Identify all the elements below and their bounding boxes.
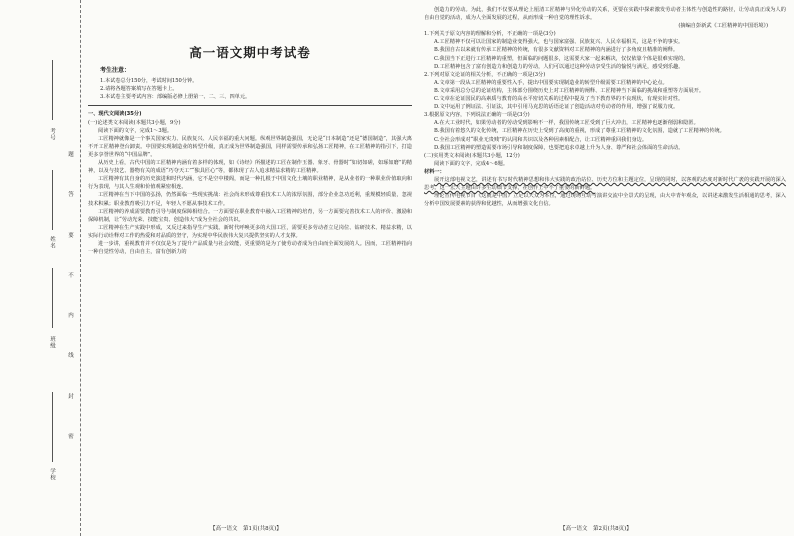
option: D.文中运用了例证法、引证法，其中引用马克思的话语论证了创造活动对劳动者的作用，增强了说服力度。 (434, 104, 679, 111)
page-footer-left: 【高一语文 第1页(共8页)】 (210, 526, 282, 532)
option: C.全社会形成对“职业无贵贱”的认同和共识以及各种因素相配合，让工匠精神重回我们身边。 (434, 136, 648, 143)
option: B.我国自古以来就有传承工匠精神的传统，有很多文献资料对工匠精神的内涵进行了多角度且精准的阐释。 (434, 47, 679, 54)
passage-paragraph: 工匠精神的养成需要教育引导与制度保障相结合。一方面要在职业教育中融入工匠精神的培育，另一方面要完善技术工人的评价、激励和保障机制，让“劳动光荣、技能宝贵、创造伟大”成为全社会的共识。 (88, 208, 412, 223)
right-column (424, 6, 786, 522)
passage-paragraph: 从历史上看，古代中国的工匠精神内涵有着多样的体现，如《诗经》所描述的工匠在制作玉器、象牙、骨器时“如切如磋，如琢如磨”的精神，以及与技艺、器物有关的成语“巧夺天工”“独具匠心”等，都体现了古人追求精益求精的工匠精神。 (88, 160, 412, 175)
school-label: 学校 (49, 468, 55, 481)
passage-paragraph: 工匠精神就像是一个事关国家实力、民族复兴、人民幸福的重大问题。纵观世界制造强国，无论是“日本制造”还是“德国制造”，其强大离不开工匠精神登台卸责。中国要实现制造业的转型升级，真正成为世界制造强国，同样需要传承和弘扬工匠精神，在工匠精神的指引下，打造更多享誉世界的“中国品牌”。 (88, 135, 412, 158)
class-line (52, 268, 53, 328)
section-heading: 一、现代文阅读(35分) (88, 111, 142, 118)
passage-paragraph: 创造力的劳动。为此，我们不仅要从理论上厘清工匠精神与异化劳动的关系，更要在实践中探索激发劳动者主体性与创造性的路径，让劳动真正成为人的自由自觉的活动，成为人全面发展的过程，从而形成一种自觉的理性诉求。 (424, 7, 786, 22)
seal-char: 内 (68, 313, 74, 320)
seal-char: 线 (68, 353, 74, 360)
option: A.文章第一段从工匠精神的重要性入手，提出中国要实现制造业的转型升级需要工匠精神的中心论点。 (434, 79, 668, 86)
question-3: 3.根据原文内容，下列说法正确的一项是(3分) (424, 112, 530, 119)
passage-source: (摘编自彭新武《工匠精神的中国语境》) (678, 23, 768, 30)
material-heading: 材料一： (424, 168, 445, 175)
exam-number-line (52, 60, 53, 120)
instruction: 阅读下面的文字，完成1～3题。 (98, 127, 173, 134)
name-line (52, 170, 53, 230)
page-title: 高一语文期中考试卷 (189, 45, 311, 60)
passage-paragraph: 进一步讲，重视教育并不仅仅是为了提升产品质量与社会效能，更重要的是为了使劳动者成为自由而全面发展的人。因而，工匠精神指向一种自觉性劳动，自由自主，富有创新力的 (88, 240, 412, 256)
seal-char: 封 (68, 393, 74, 400)
seal-warning (66, 150, 76, 440)
passage-paragraph: 工匠精神在当下中国的弘扬，仍然面临一些现实挑战：社会尚未形成尊重技术工人的浓厚氛围，部分企业急功近利，重规模轻质量，忽视技术积累；职业教育吸引力不足，年轻人不愿从事技术工作。 (88, 192, 412, 207)
option: B.我国有着悠久的文化传统，工匠精神在历史上受到了高度的重视，形成了尊重工匠精神的文化氛围，造就了工匠精神的传统。 (434, 128, 725, 135)
option: A.工匠精神不仅可以让国家的制造业变得强大，也与国家富强、民族复兴、人民幸福相关，这是不争的事实。 (434, 39, 684, 46)
exam-number-label: 考号 (49, 128, 55, 141)
notice-heading: 考生注意： (100, 67, 131, 75)
material-paragraph: 展开这部电视文艺，讲述有书写时代精神思想和伟大实践的政治站位、历史方位和主题定位，呈现的同时，以客观的态度对新时代广袤的实践开展的深入思考。这一宏大主题由许多生动细节支撑，在创作上中不了重要的新鲜题。 (424, 176, 786, 192)
subsection-heading: (一)论述类文本阅读(本题共3小题，9分) (88, 119, 181, 126)
notice-item: 1.本试卷总分150分，考试时间150分钟。 (100, 78, 198, 85)
notice-item: 2.请将各题答案填写在答题卡上。 (100, 86, 178, 93)
option: C.文章在论证国民的高素质与教育的高水平密切关系的过程中提及了当下教育界的不良现状，有现实针对性。 (434, 96, 684, 103)
option: A.在大工业时代，如果劳动者的劳动受到影响不一样，我国传统工匠受到了巨大冲击，工匠精神也逐渐削弱和隐匿。 (434, 120, 699, 127)
left-column (88, 6, 412, 522)
page-footer-right: 【高一语文 第2页(共8页)】 (560, 526, 632, 532)
notice-box (88, 67, 412, 106)
option: C.我国当下正进行工匠精神的重塑，但面临的问题很多，这需要大家一起来解决，仅仅依靠个体是很难实现的。 (434, 55, 689, 62)
option: D.工匠精神包含了富有创造力和创造力的劳动，人们可以通过这种劳动享受生活的愉悦与满足，感受到乐趣。 (434, 63, 684, 70)
class-label: 班级 (49, 336, 55, 349)
option: B.文章采用总分总的论证结构，主体部分围绕历史上对工匠精神的阐释、工匠精神当下面临的挑战和重塑等方面展开。 (434, 87, 705, 94)
notice-item: 3.本试卷主要考试内容：部编版必修上册第一、二、三、四单元。 (100, 94, 251, 101)
option: D.我国工匠精神的塑造需要市场引导和制度保障，也要把追求卓越上升为人身、尊严和社会体面的生命活动。 (434, 144, 684, 151)
instruction: 阅读下面的文字，完成4～6题。 (434, 160, 509, 167)
material-paragraph: 理论宣传电视节目《这就是中国》立足以大众为本位，通过现场互动与演讲交流中全景式的呈现，由大中青年观众，以讲述来激发生活相通的思考，深入分析中国发展要素的获得和优越性，从而增强文化自信。 (424, 193, 786, 208)
question-2: 2.下列对原文论证的相关分析，不正确的一项是(3分) (424, 71, 546, 78)
question-1: 1.下列关于原文内容的理解和分析，不正确的一项是(3分) (424, 31, 556, 38)
seal-char: 密 (68, 433, 74, 440)
seal-char: 答 (68, 192, 74, 199)
school-line (52, 392, 53, 462)
passage-paragraph: 工匠精神有其自身的历史演进和时代内涵，它不是空中楼阁，而是一种扎根于中国文化土壤的职业精神，是从业者的一种职业价值取向和行为表现，与其人生观和价值观紧密相连。 (88, 176, 412, 191)
passage-paragraph: 工匠精神在生产实践中形成，又反过来指导生产实践。新时代呼唤更多的大国工匠，需要更多劳动者立足岗位、钻研技术、精益求精，以实际行动诠释对工作的热爱和对品质的坚守，为实现中华民族伟大复兴提供坚实的人才支撑。 (88, 224, 412, 239)
name-label: 姓名 (49, 236, 55, 249)
seal-char: 不 (68, 272, 74, 279)
seal-char: 题 (68, 152, 74, 158)
seal-char: 要 (68, 232, 74, 239)
subsection-heading: (二)实用类文本阅读(本题共3小题，12分) (424, 152, 520, 159)
